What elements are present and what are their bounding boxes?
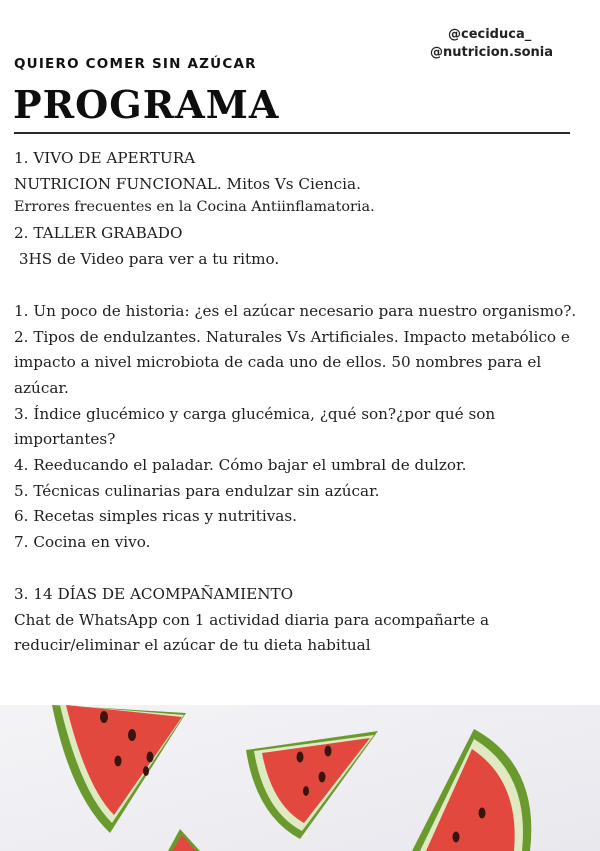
section-1-line-1: NUTRICION FUNCIONAL. Mitos Vs Ciencia. <box>14 174 361 193</box>
title-divider <box>14 132 570 134</box>
section-3-heading: 3. 14 DÍAS DE ACOMPAÑAMIENTO <box>14 584 294 603</box>
section-1-heading: 1. VIVO DE APERTURA <box>14 149 196 167</box>
page-title: PROGRAMA <box>13 82 280 127</box>
section-2-heading: 2. TALLER GRABADO <box>14 224 183 243</box>
program-subtitle: QUIERO COMER SIN AZÚCAR <box>14 56 257 72</box>
topic-item: 7. Cocina en vivo. <box>14 533 151 552</box>
handle-nutricion-sonia: @nutricion.sonia <box>430 45 554 60</box>
section-3-text: Chat de WhatsApp con 1 actividad diaria para acompañarte a reducir/eliminar el azúcar de tu dieta habitual <box>14 610 490 655</box>
watermelon-photo <box>0 705 600 851</box>
topic-item: 5. Técnicas culinarias para endulzar sin azúcar. <box>14 481 380 500</box>
spacer <box>14 556 589 582</box>
topic-item: 1. Un poco de historia: ¿es el azúcar necesario para nuestro organismo?. <box>14 301 577 320</box>
program-content <box>14 146 589 659</box>
handle-ceciduca: @ceciduca_ <box>448 27 532 42</box>
topic-item: 3. Índice glucémico y carga glucémica, ¿qué son?¿por qué son importantes? <box>14 404 496 449</box>
section-1-line-2: Errores frecuentes en la Cocina Antiinflamatoria. <box>14 199 375 216</box>
section-2-line-1: 3HS de Video para ver a tu ritmo. <box>14 250 280 269</box>
spacer <box>14 273 589 299</box>
topic-item: 4. Reeducando el paladar. Cómo bajar el umbral de dulzor. <box>14 456 467 475</box>
topic-item: 6. Recetas simples ricas y nutritivas. <box>14 507 297 526</box>
watermelon-illustration <box>0 705 600 851</box>
social-handles <box>430 26 570 62</box>
topic-item: 2. Tipos de endulzantes. Naturales Vs Artificiales. Impacto metabólico e impacto a nivel microbiota de cada uno de ellos. 50 nombres para el azúcar. <box>14 327 570 397</box>
